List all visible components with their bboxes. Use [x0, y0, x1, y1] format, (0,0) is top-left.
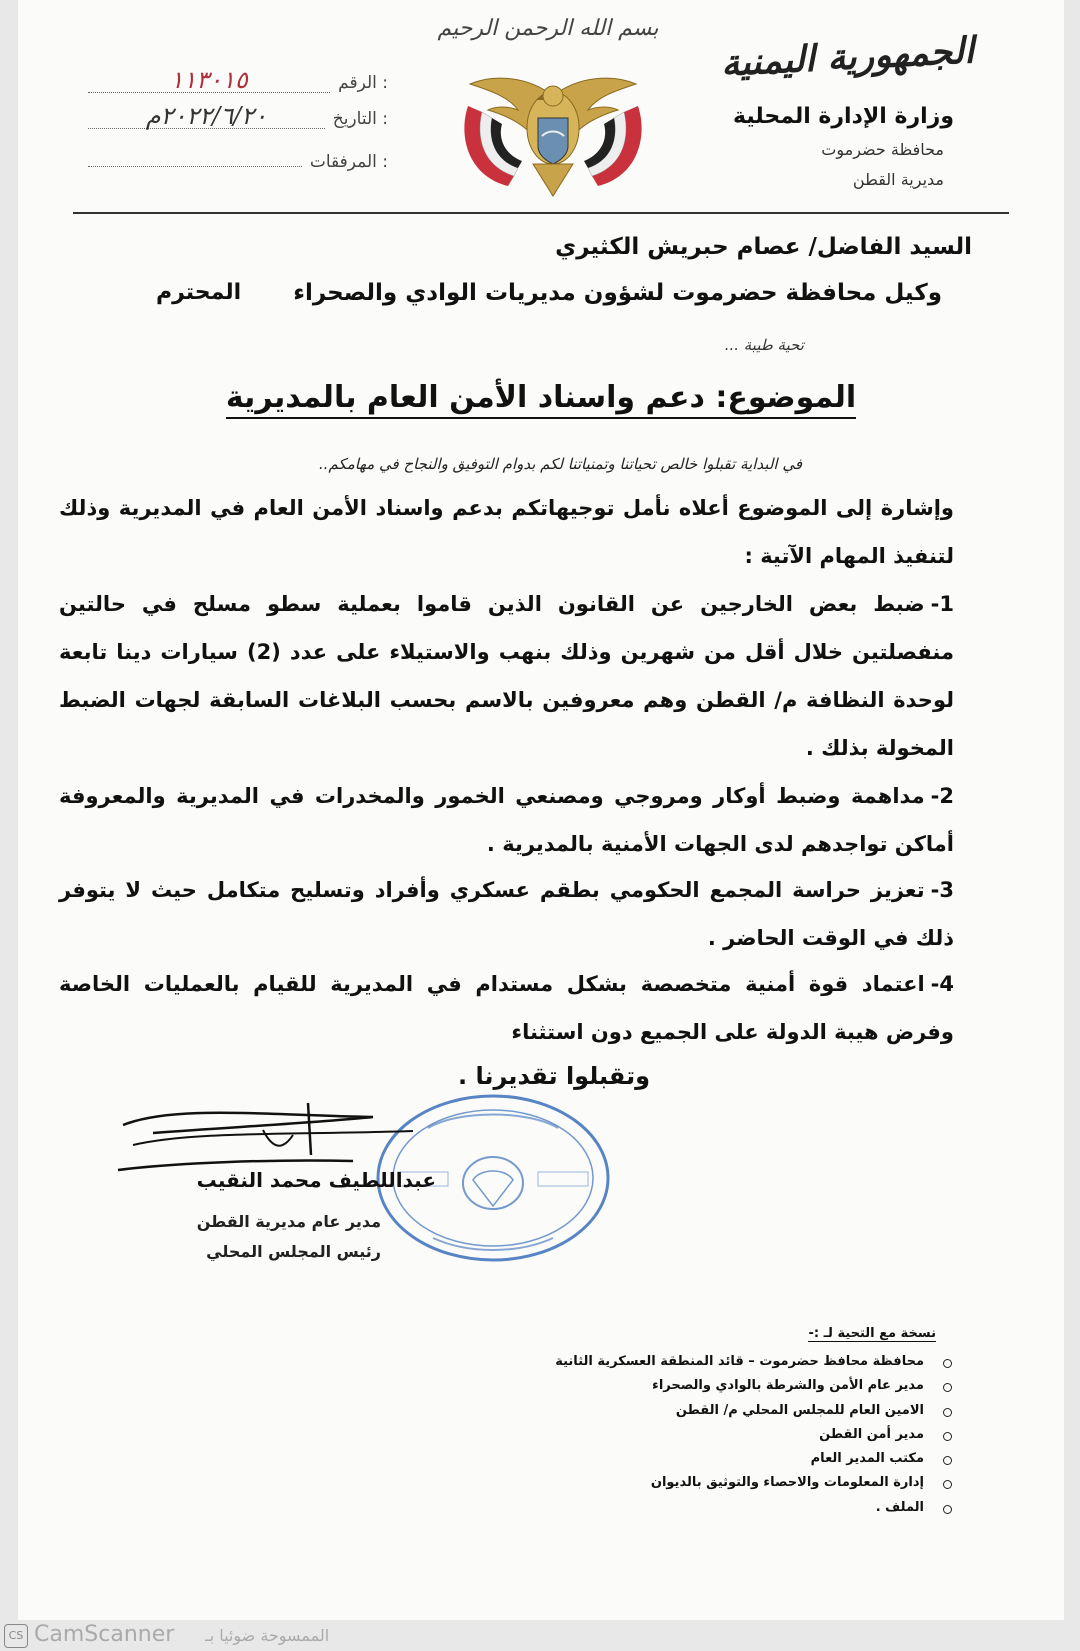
- task-text: ضبط بعض الخارجين عن القانون الذين قاموا بعملية سطو مسلح في حالتين منفصلتين خلال أقل من شهرين وذلك بنهب والاستيلاء على عدد (2) سيارات دينا تابعة لوحدة النظافة م/ القطن وهم معروفين بالاسم بحسب البلاغات السابقة لجهات الضبط المخولة بذلك .: [59, 592, 954, 760]
- cc-item: الملف .: [434, 1496, 954, 1520]
- intro-text: في البداية تقبلوا خالص تحياتنا وتمنياتنا لكم بدوام التوفيق والنجاح في مهامكم..: [318, 455, 802, 473]
- scanner-watermark-arabic: الممسوحة ضوئيا بـ: [205, 1626, 330, 1645]
- camscanner-logo-icon: CS: [4, 1624, 28, 1648]
- district-name: مديرية القطن: [852, 170, 944, 189]
- date-label: التاريخ :: [332, 109, 388, 129]
- task-text: اعتماد قوة أمنية متخصصة بشكل مستدام في المديرية للقيام بالعمليات الخاصة وفرض هيبة الدولة على الجميع دون استثناء: [59, 972, 954, 1044]
- cc-item: مدير عام الأمن والشرطة بالوادي والصحراء: [434, 1374, 954, 1398]
- task-number: 2-: [930, 784, 954, 808]
- task-item: [59, 866, 954, 962]
- scanner-watermark: CamScanner: [34, 1622, 175, 1647]
- cc-item: مكتب المدير العام: [434, 1447, 954, 1471]
- addressee-title: وكيل محافظة حضرموت لشؤون مديريات الوادي والصحراء: [293, 280, 942, 306]
- cc-item: محافظة محافظ حضرموت – قائد المنطقة العسكرية الثانية: [434, 1350, 954, 1374]
- date-row: [88, 102, 388, 129]
- body-paragraph: وإشارة إلى الموضوع أعلاه نأمل توجيهاتكم بدعم واسناد الأمن العام في المديرية وذلك لتنفيذ المهام الآتية :: [59, 496, 954, 568]
- greeting: تحية طيبة ...: [724, 336, 804, 354]
- reference-label: الرقم :: [338, 73, 388, 93]
- task-number: 1-: [930, 592, 954, 616]
- cc-item: الامين العام للمجلس المحلي م/ القطن: [434, 1399, 954, 1423]
- cc-item: مدير أمن القطن: [434, 1423, 954, 1447]
- attachments-label: المرفقات :: [309, 152, 388, 172]
- attachments-row: [88, 140, 388, 172]
- task-item: [59, 960, 954, 1056]
- basmala: بسم الله الرحمن الرحيم: [437, 16, 659, 41]
- ministry-name: وزارة الإدارة المحلية: [733, 104, 954, 129]
- signatory-title-secondary: رئيس المجلس المحلي: [206, 1242, 381, 1261]
- respected-label: المحترم: [156, 280, 242, 305]
- subject-text: الموضوع: دعم واسناد الأمن العام بالمديرية: [226, 380, 856, 419]
- task-number: 4-: [930, 972, 954, 996]
- task-item: [59, 580, 954, 772]
- document-page: [18, 0, 1064, 1620]
- task-number: 3-: [930, 878, 954, 902]
- subject-line: [58, 380, 1024, 415]
- cc-heading: نسخة مع التحية لـ :-: [808, 1326, 936, 1341]
- governorate-name: محافظة حضرموت: [821, 140, 944, 159]
- signatory-name: عبداللطيف محمد النقيب: [196, 1168, 436, 1192]
- attachments-value: [88, 140, 302, 167]
- task-text: مداهمة وضبط أوكار ومروجي ومصنعي الخمور والمخدرات في المديرية والمعروفة أماكن تواجدهم لدى الجهات الأمنية بالمديرية .: [59, 784, 954, 856]
- header-divider: [73, 212, 1009, 214]
- addressee-name: السيد الفاضل/ عصام حبريش الكثيري: [555, 234, 972, 260]
- eagle-emblem-icon: [448, 66, 658, 206]
- cc-list: [434, 1350, 954, 1520]
- closing-line: وتقبلوا تقديرنا .: [458, 1062, 651, 1090]
- date-value: ٢٠٢٢/٦/٢٠م: [88, 102, 325, 129]
- task-item: [59, 772, 954, 868]
- task-text: تعزيز حراسة المجمع الحكومي بطقم عسكري وأفراد وتسليح متكامل حيث لا يتوفر ذلك في الوقت الحاضر .: [59, 878, 954, 950]
- cc-item: إدارة المعلومات والاحصاء والتوثيق بالديوان: [434, 1471, 954, 1495]
- reference-value: ١١٣٠١٥: [88, 66, 330, 93]
- reference-row: [88, 66, 388, 93]
- signatory-title: مدير عام مديرية القطن: [196, 1212, 381, 1231]
- republic-name: الجمهورية اليمنية: [719, 29, 975, 85]
